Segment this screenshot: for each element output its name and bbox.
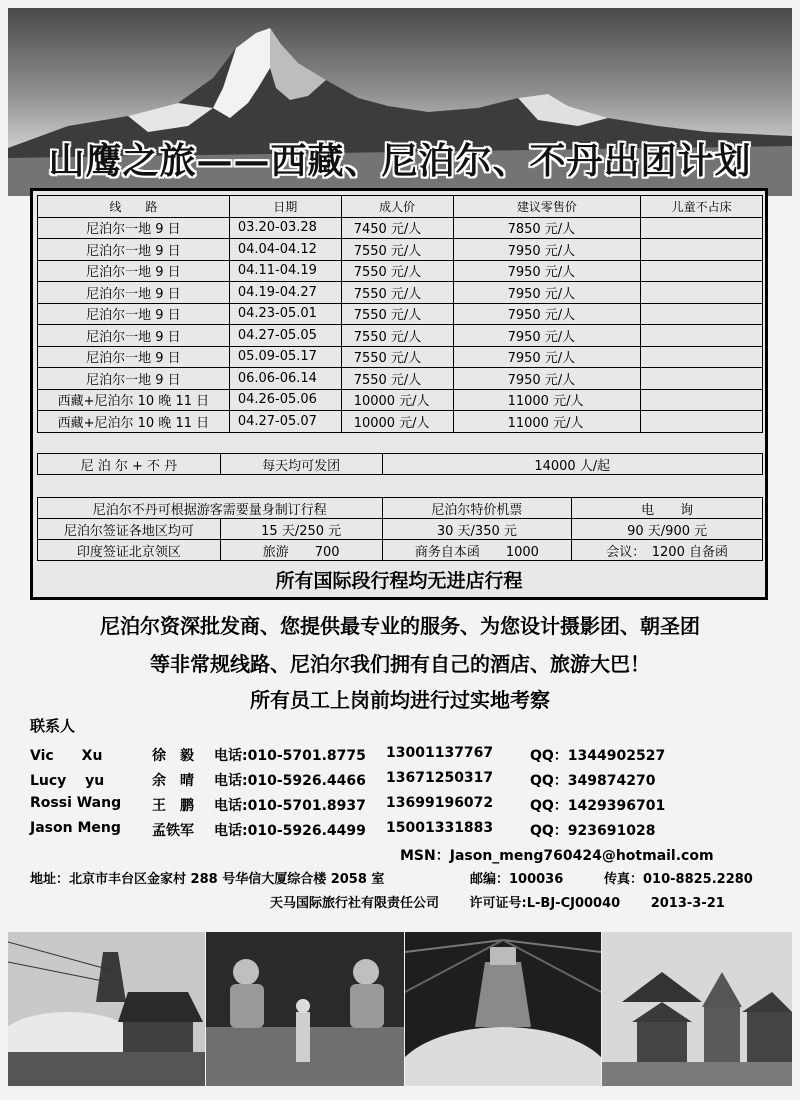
adult-price-cell: 7550 元/人 xyxy=(341,325,453,347)
company-line xyxy=(270,892,751,911)
table-row xyxy=(38,239,763,261)
nepal-visa-label: 尼泊尔签证各地区均可 xyxy=(38,519,221,540)
date-cell: 05.09-05.17 xyxy=(229,346,341,368)
contact-mobile: 15001331883 xyxy=(386,820,494,836)
adult-price-cell: 10000 元/人 xyxy=(341,389,453,411)
header-child-no-bed: 儿童不占床 xyxy=(641,196,763,218)
visa-90-days: 90 天/900 元 xyxy=(572,519,763,540)
contact-cn-name: 王 鹏 xyxy=(152,798,194,814)
contact-phone: 电话:010-5926.4466 xyxy=(214,773,366,789)
contact-phone: 电话:010-5701.8775 xyxy=(214,748,366,764)
adult-price-cell: 7550 元/人 xyxy=(341,368,453,390)
adult-price-cell: 7550 元/人 xyxy=(341,303,453,325)
fax: 传真：010-8825.2280 xyxy=(604,872,753,887)
route-cell: 尼泊尔一地 9 日 xyxy=(38,217,230,239)
route-cell: 尼泊尔一地 9 日 xyxy=(38,260,230,282)
header-retail-price: 建议零售价 xyxy=(453,196,641,218)
contact-en-name: Lucy yu xyxy=(30,773,105,789)
visa-15-days: 15 天/250 元 xyxy=(220,519,382,540)
retail-price-cell: 7950 元/人 xyxy=(453,282,641,304)
date-cell: 04.04-04.12 xyxy=(229,239,341,261)
india-tourist-visa: 旅游 700 xyxy=(220,540,382,561)
child-price-cell xyxy=(641,368,763,390)
adult-price-cell: 7550 元/人 xyxy=(341,346,453,368)
publish-date: 2013-3-21 xyxy=(650,896,725,911)
child-price-cell xyxy=(641,217,763,239)
contact-phone: 电话:010-5701.8937 xyxy=(214,798,366,814)
promo-line-3: 所有员工上岗前均进行过实地考察 xyxy=(250,688,550,712)
adult-price-cell: 10000 元/人 xyxy=(341,411,453,433)
postcode: 邮编：100036 xyxy=(470,872,564,887)
retail-price-cell: 7950 元/人 xyxy=(453,260,641,282)
contact-mobile: 13699196072 xyxy=(386,795,494,811)
visa-30-days: 30 天/350 元 xyxy=(382,519,572,540)
msn-contact: MSN：Jason_meng760424@hotmail.com xyxy=(400,848,714,864)
india-visa-label: 印度签证北京领区 xyxy=(38,540,221,561)
adult-price-cell: 7550 元/人 xyxy=(341,260,453,282)
address: 地址：北京市丰台区金家村 288 号华信大厦综合楼 2058 室 xyxy=(30,872,385,887)
india-visa-row xyxy=(38,540,763,561)
adult-price-cell: 7450 元/人 xyxy=(341,217,453,239)
table-row xyxy=(38,217,763,239)
mountain-banner xyxy=(8,8,792,196)
contact-phone: 电话:010-5926.4499 xyxy=(214,823,366,839)
date-cell: 04.27-05.05 xyxy=(229,325,341,347)
bhutan-price: 14000 人/起 xyxy=(382,454,762,475)
bhutan-schedule: 每天均可发团 xyxy=(220,454,382,475)
date-cell: 04.23-05.01 xyxy=(229,303,341,325)
page-title: 山鹰之旅——西藏、尼泊尔、不丹出团计划 xyxy=(48,140,752,182)
contact-mobile: 13001137767 xyxy=(386,745,494,761)
route-cell: 尼泊尔一地 9 日 xyxy=(38,282,230,304)
contact-qq: QQ：1429396701 xyxy=(530,798,666,814)
contact-mobile: 13671250317 xyxy=(386,770,494,786)
contact-cn-name: 孟铁军 xyxy=(152,823,194,839)
services-row xyxy=(38,498,763,519)
contact-qq: QQ：923691028 xyxy=(530,823,656,839)
child-price-cell xyxy=(641,260,763,282)
price-table xyxy=(37,195,763,433)
route-cell: 西藏+尼泊尔 10 晚 11 日 xyxy=(38,411,230,433)
route-cell: 尼泊尔一地 9 日 xyxy=(38,239,230,261)
date-cell: 04.26-05.06 xyxy=(229,389,341,411)
route-cell: 尼泊尔一地 9 日 xyxy=(38,303,230,325)
guardian-statues-photo xyxy=(206,932,404,1086)
table-row xyxy=(38,260,763,282)
route-cell: 尼泊尔一地 9 日 xyxy=(38,325,230,347)
custom-itinerary: 尼泊尔不丹可根据游客需要量身制订行程 xyxy=(38,498,383,519)
company-name: 天马国际旅行社有限责任公司 xyxy=(270,896,440,911)
license-number: 许可证号:L-BJ-CJ00040 xyxy=(469,896,621,911)
date-cell: 04.19-04.27 xyxy=(229,282,341,304)
child-price-cell xyxy=(641,303,763,325)
services-table xyxy=(37,453,763,561)
child-price-cell xyxy=(641,389,763,411)
retail-price-cell: 7950 元/人 xyxy=(453,346,641,368)
retail-price-cell: 11000 元/人 xyxy=(453,389,641,411)
date-cell: 04.11-04.19 xyxy=(229,260,341,282)
bhutan-route: 尼 泊 尔 + 不 丹 xyxy=(38,454,221,475)
table-row xyxy=(38,389,763,411)
date-cell: 06.06-06.14 xyxy=(229,368,341,390)
header-date: 日期 xyxy=(229,196,341,218)
india-meeting-visa: 会议： 1200 自备函 xyxy=(572,540,763,561)
contact-cn-name: 余 晴 xyxy=(152,773,194,789)
retail-price-cell: 7950 元/人 xyxy=(453,368,641,390)
promo-line-2: 等非常规线路、尼泊尔我们拥有自己的酒店、旅游大巴！ xyxy=(150,652,650,676)
retail-price-cell: 7950 元/人 xyxy=(453,325,641,347)
date-cell: 03.20-03.28 xyxy=(229,217,341,239)
contact-en-name: Jason Meng xyxy=(30,820,121,836)
bhutan-row xyxy=(38,454,763,475)
contact-qq: QQ：349874270 xyxy=(530,773,656,789)
contacts-heading: 联系人 xyxy=(30,717,76,735)
header-route: 线 路 xyxy=(38,196,230,218)
table-row xyxy=(38,303,763,325)
contact-qq: QQ：1344902527 xyxy=(530,748,666,764)
child-price-cell xyxy=(641,282,763,304)
date-cell: 04.27-05.07 xyxy=(229,411,341,433)
child-price-cell xyxy=(641,411,763,433)
retail-price-cell: 7950 元/人 xyxy=(453,303,641,325)
route-cell: 尼泊尔一地 9 日 xyxy=(38,346,230,368)
child-price-cell xyxy=(641,325,763,347)
photo-strip xyxy=(8,932,792,1086)
child-price-cell xyxy=(641,346,763,368)
table-row xyxy=(38,346,763,368)
durbar-square-photo xyxy=(602,932,792,1086)
india-business-visa: 商务自本函 1000 xyxy=(382,540,572,561)
boudhanath-stupa-photo xyxy=(405,932,601,1086)
table-row xyxy=(38,325,763,347)
route-cell: 西藏+尼泊尔 10 晚 11 日 xyxy=(38,389,230,411)
air-ticket: 尼泊尔特价机票 xyxy=(382,498,572,519)
retail-price-cell: 11000 元/人 xyxy=(453,411,641,433)
no-shopping-notice: 所有国际段行程均无进店行程 xyxy=(275,570,523,592)
contact-en-name: Vic Xu xyxy=(30,748,103,764)
retail-price-cell: 7950 元/人 xyxy=(453,239,641,261)
route-cell: 尼泊尔一地 9 日 xyxy=(38,368,230,390)
table-row xyxy=(38,411,763,433)
phone-inquiry: 电 询 xyxy=(572,498,763,519)
adult-price-cell: 7550 元/人 xyxy=(341,282,453,304)
promo-line-1: 尼泊尔资深批发商、您提供最专业的服务、为您设计摄影团、朝圣团 xyxy=(100,614,700,638)
stupa-temple-photo xyxy=(8,932,205,1086)
gap-row xyxy=(38,475,763,498)
table-row xyxy=(38,368,763,390)
nepal-visa-row xyxy=(38,519,763,540)
contact-en-name: Rossi Wang xyxy=(30,795,122,811)
adult-price-cell: 7550 元/人 xyxy=(341,239,453,261)
child-price-cell xyxy=(641,239,763,261)
header-adult-price: 成人价 xyxy=(341,196,453,218)
retail-price-cell: 7850 元/人 xyxy=(453,217,641,239)
price-panel xyxy=(30,188,768,600)
table-row xyxy=(38,282,763,304)
contact-cn-name: 徐 毅 xyxy=(152,748,194,764)
table-header xyxy=(38,196,763,218)
